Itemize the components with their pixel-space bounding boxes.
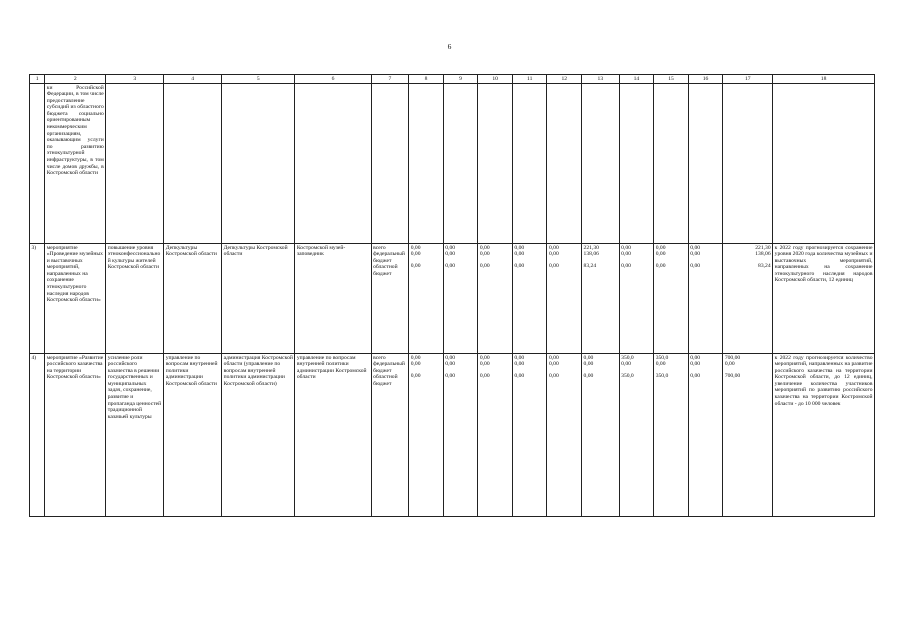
header-cell: 10 [478,75,513,84]
measure-goal: усиление роли российского казачества в решении государственных и муниципальных задач, сохранение, развитие и пропаганда ценностей традиционной казачьей культуры [106,354,164,517]
program-table [29,74,875,517]
header-cell: 9 [443,75,478,84]
value-total: 350,0 [655,354,669,361]
value-regional: 0,00 [621,263,631,270]
funding-cell [547,354,582,517]
value-total: 0,00 [410,354,421,361]
value-total: 350,0 [621,354,634,361]
source-regional: областной бюджет [373,374,398,387]
value-regional: 0,00 [479,373,490,380]
value-regional: 350,0 [621,373,634,380]
funding-cell [619,244,654,354]
table-row [30,354,875,517]
value-federal: 0,00 [548,361,559,368]
page-number: 6 [447,42,452,51]
value-regional: 0,00 [479,263,490,270]
header-cell: 8 [409,75,444,84]
table-row [30,244,875,354]
value-regional: 83,24 [758,263,771,270]
header-cell: 4 [164,75,222,84]
value-federal: 0,00 [548,251,559,258]
value-total: 0,00 [445,354,456,361]
value-total: 221,30 [755,244,771,251]
value-total: 0,00 [445,244,456,251]
table-row [30,84,875,244]
header-cell: 5 [222,75,295,84]
funding-cell [478,244,513,354]
row-number [30,84,45,244]
header-cell: 13 [582,75,620,84]
value-federal: 0,00 [690,361,701,368]
value-regional: 0,00 [445,263,456,270]
value-regional: 0,00 [410,263,421,270]
source-total: всего [373,354,386,361]
value-total: 0,00 [514,244,525,251]
value-federal: 0,00 [724,361,735,368]
value-federal: 0,00 [410,251,421,258]
value-regional: 83,24 [583,263,597,270]
funding-cell [582,244,620,354]
header-cell: 7 [371,75,409,84]
header-cell: 3 [106,75,164,84]
funding-cell [409,244,444,354]
value-total: 0,00 [410,244,421,251]
value-total: 0,00 [583,354,594,361]
coordinator: Депкультуры Костромской области [164,244,222,354]
header-cell: 16 [688,75,723,84]
header-cell: 15 [654,75,689,84]
header-cell: 2 [45,75,106,84]
header-cell: 1 [30,75,45,84]
source-total: всего [373,244,386,251]
value-federal: 0,00 [514,251,525,258]
value-total: 0,00 [548,354,559,361]
value-regional: 0,00 [548,373,559,380]
source-federal: федеральный бюджет [373,361,405,374]
value-federal: 0,00 [445,361,456,368]
row-number: 4) [30,354,45,517]
funding-cell [512,354,547,517]
value-federal: 0,00 [445,251,456,258]
funding-cell [688,354,723,517]
value-regional: 0,00 [410,373,421,380]
measure-name: ки Российской Федерации, в том числе предоставление субсидий из областного бюджета социально ориентированным некоммерческим организациям, оказывающим услуги по развитию этнокультурной инфраструктуры, в том числе домов дружбы, в Костромской области [45,84,106,244]
value-federal: 138,06 [583,251,599,258]
value-total: 0,00 [621,244,631,251]
coordinator: управление по вопросам внутренней политики администрации Костромской области [164,354,222,517]
value-federal: 0,00 [410,361,421,368]
header-cell: 6 [295,75,371,84]
value-total: 0,00 [655,244,666,251]
funding-cell [443,244,478,354]
source-regional: областной бюджет [373,264,398,277]
value-federal: 0,00 [583,361,594,368]
value-regional: 0,00 [548,263,559,270]
value-regional: 350,0 [655,373,669,380]
value-regional: 0,00 [690,373,701,380]
header-cell: 11 [512,75,547,84]
expected-result: к 2022 году прогнозируется количество мероприятий, направленных на развитие российского казачества на территории Костромской области, до 12 единиц, увеличение количества участников мероприятий по развитию российского казачества на территории Костромской области - до 10 000 человек [773,354,875,517]
value-total: 0,00 [479,354,490,361]
expected-result: к 2022 году прогнозируется сохранение уровня 2020 года количества музейных и выставочных мероприятий, направленных на сохранение этнокультурного наследия народов Костромской области, 12 единиц [773,244,875,354]
header-cell: 17 [723,75,773,84]
funding-cell [654,354,689,517]
measure-goal: повышение уровня этноконфессиональной культуры жителей Костромской области [106,244,164,354]
funding-sources [371,354,409,517]
value-federal: 138,06 [755,251,771,258]
value-federal: 0,00 [655,251,666,258]
header-cell: 12 [547,75,582,84]
header-cell: 14 [619,75,654,84]
measure-name: мероприятие «Развитие российского казачества на территории Костромской области» [45,354,106,517]
value-federal: 0,00 [479,251,490,258]
value-regional: 0,00 [690,263,701,270]
value-federal: 0,00 [514,361,525,368]
measure-name: мероприятие «Проведение музейных и выставочных мероприятий, направленных на сохранение этнокультурного наследия народов Костромской области» [45,244,106,354]
executor: управление по вопросам внутренней политики администрации Костромской области [295,354,371,517]
value-total: 0,00 [514,354,525,361]
source-federal: федеральный бюджет [373,251,405,264]
funding-cell [688,244,723,354]
responsible: Депкультуры Костромской области [222,244,295,354]
value-regional: 700,00 [724,373,741,380]
funding-cell [582,354,620,517]
funding-cell [478,354,513,517]
value-regional: 0,00 [514,263,525,270]
value-total: 221,30 [583,244,599,251]
funding-total-cell [723,244,773,354]
value-federal: 0,00 [621,361,631,368]
row-number: 3) [30,244,45,354]
header-cell: 18 [773,75,875,84]
value-total: 0,00 [479,244,490,251]
value-regional: 0,00 [583,373,594,380]
header-row [30,75,875,84]
value-federal: 0,00 [479,361,490,368]
executor: Костромской музей-заповедник [295,244,371,354]
value-total: 0,00 [548,244,559,251]
funding-cell [654,244,689,354]
funding-cell [409,354,444,517]
funding-cell [512,244,547,354]
value-total: 0,00 [690,354,701,361]
value-total: 700,00 [724,354,741,361]
funding-cell [619,354,654,517]
value-regional: 0,00 [655,263,666,270]
value-total: 0,00 [690,244,701,251]
funding-cell [547,244,582,354]
value-federal: 0,00 [621,251,631,258]
funding-cell [443,354,478,517]
funding-sources [371,244,409,354]
responsible: администрация Костромской области (управление по вопросам внутренней политики администрации Костромской области) [222,354,295,517]
funding-total-cell [723,354,773,517]
value-regional: 0,00 [445,373,456,380]
value-regional: 0,00 [514,373,525,380]
value-federal: 0,00 [690,251,701,258]
value-federal: 0,00 [655,361,666,368]
